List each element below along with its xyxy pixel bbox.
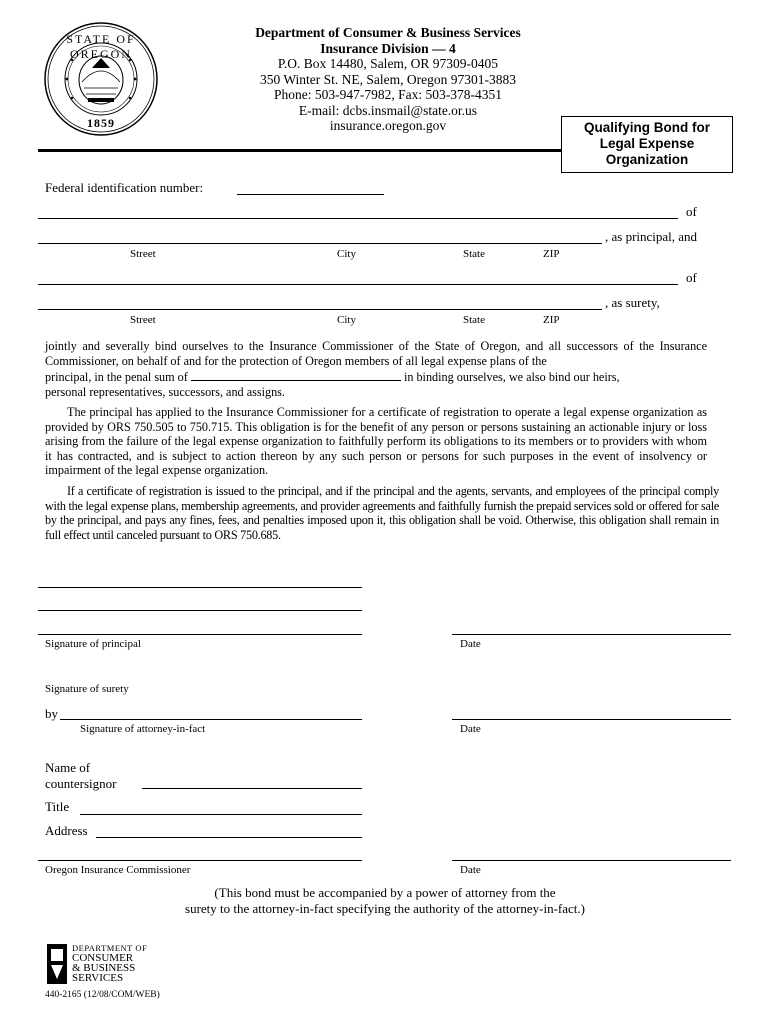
website: insurance.oregon.gov [329, 118, 447, 133]
principal-state-label: State [463, 248, 485, 260]
bond-paragraph-2: The principal has applied to the Insurance Commissioner for a certificate of registration to operate a legal expense organization as provided by ORS 750.505 to 750.715. This obligation is for the benefit of any person or persons sustaining an actionable injury or loss arising from the failure of the legal expense organization to faithfully perform its obligations to its members or to providers with whom it has contracted, and is subject to action thereon by any such person or persons for such purposes in the event of insolvency or impairment of the legal expense organization. [45, 405, 707, 478]
dcbs-logo [46, 943, 166, 987]
logo-line-2: CONSUMER [72, 952, 134, 964]
surety-zip-label: ZIP [543, 314, 560, 326]
po-box: P.O. Box 14480, Salem, OR 97309-0405 [277, 56, 499, 71]
principal-suffix: , as principal, and [605, 229, 698, 244]
penal-sum-input[interactable] [191, 368, 401, 381]
penal-sum-suffix: in binding ourselves, we also bind our heirs, [403, 370, 620, 385]
principal-date-label: Date [460, 638, 481, 650]
title-label: Title [45, 799, 70, 814]
principal-street-label: Street [130, 248, 156, 260]
fein-label: Federal identification number: [45, 180, 204, 195]
principal-name-input[interactable] [38, 218, 678, 219]
seal-year: 1859 [87, 116, 115, 130]
form-title-line-3: Organization [605, 152, 689, 167]
form-title-line-1: Qualifying Bond for [584, 120, 710, 135]
penal-sum-label: principal, in the penal sum of [45, 370, 188, 385]
commissioner-signature-input[interactable] [38, 860, 362, 861]
countersignor-label [45, 760, 116, 792]
logo-line-3: & BUSINESS [72, 962, 136, 974]
bond-paragraph-3: If a certificate of registration is issued to the principal, and if the principal and the agents, servants, and employees of the principal comply with the legal expense plans, membership agreements, and provider agreements and faithfully furnish the prepaid services sold or offered for sale by the principal, and pays any fines, fees, and penalties imposed upon it, this obligation shall be void. Otherwise, this obligation shall remain in full effect until canceled pursuant to ORS 750.685. [45, 484, 719, 542]
surety-suffix: , as surety, [605, 295, 660, 310]
paragraph-1-end: personal representatives, successors, and assigns. [45, 384, 285, 399]
note-line-2: surety to the attorney-in-fact specifying the authority of the attorney-in-fact.) [185, 901, 585, 916]
surety-address-input[interactable] [38, 309, 602, 310]
surety-street-label: Street [130, 314, 156, 326]
surety-of-text: of [686, 270, 697, 285]
state-seal [42, 20, 160, 138]
name-of-text: Name of [45, 760, 91, 775]
attorney-signature-input[interactable] [60, 719, 362, 720]
email: E-mail: dcbs.insmail@state.or.us [298, 102, 478, 118]
surety-date-label: Date [460, 723, 481, 735]
form-title-line-2: Legal Expense [599, 136, 695, 151]
surety-date-input[interactable] [452, 719, 731, 720]
surety-state-label: State [463, 314, 485, 326]
dcbs-logo-text [72, 943, 147, 983]
commissioner-date-label: Date [460, 864, 481, 876]
attorney-signature-label: Signature of attorney-in-fact [80, 723, 206, 735]
countersignor-address-input[interactable] [96, 837, 362, 838]
principal-of-text: of [686, 204, 697, 219]
phone-fax: Phone: 503-947-7982, Fax: 503-378-4351 [274, 87, 502, 102]
principal-signature-input[interactable] [38, 634, 362, 635]
form-title-box [561, 116, 733, 173]
countersignor-name-input[interactable] [142, 788, 362, 789]
logo-line-1: DEPARTMENT OF [72, 943, 148, 953]
note-line-1: (This bond must be accompanied by a power of attorney from the [214, 885, 556, 900]
division-name: Insurance Division — 4 [320, 40, 456, 56]
dcbs-logo-mark-icon [46, 943, 68, 985]
bond-paragraph-1 [45, 339, 707, 399]
commissioner-label: Oregon Insurance Commissioner [45, 864, 191, 876]
principal-signature-label: Signature of principal [45, 638, 141, 650]
countersignor-text: countersignor [45, 776, 117, 791]
dept-name: Department of Consumer & Business Services [255, 25, 521, 40]
principal-city-label: City [337, 248, 356, 260]
seal-top-text: STATE OF OREGON [66, 32, 136, 61]
power-of-attorney-note [100, 885, 670, 917]
agency-header [178, 25, 598, 134]
logo-line-4: SERVICES [72, 972, 124, 984]
countersignor-title-input[interactable] [80, 814, 362, 815]
street-address: 350 Winter St. NE, Salem, Oregon 97301-3883 [259, 71, 517, 87]
signature-line-1[interactable] [38, 587, 362, 588]
surety-name-input[interactable] [38, 284, 678, 285]
penal-sum-line [45, 368, 707, 385]
paragraph-1-text: jointly and severally bind ourselves to the Insurance Commissioner of the State of Oregon, and all successors of the Insurance Commissioner, on behalf of and for the protection of Oregon members of all legal expense plans of the [45, 339, 707, 368]
surety-city-label: City [337, 314, 356, 326]
principal-zip-label: ZIP [543, 248, 560, 260]
header-rule [38, 149, 562, 152]
signature-line-2[interactable] [38, 610, 362, 611]
form-number: 440-2165 (12/08/COM/WEB) [45, 990, 160, 1000]
fein-input[interactable] [237, 194, 384, 195]
principal-date-input[interactable] [452, 634, 731, 635]
address-label: Address [45, 823, 88, 838]
by-label: by [45, 706, 58, 721]
principal-address-input[interactable] [38, 243, 602, 244]
commissioner-date-input[interactable] [452, 860, 731, 861]
surety-signature-label: Signature of surety [45, 683, 129, 695]
